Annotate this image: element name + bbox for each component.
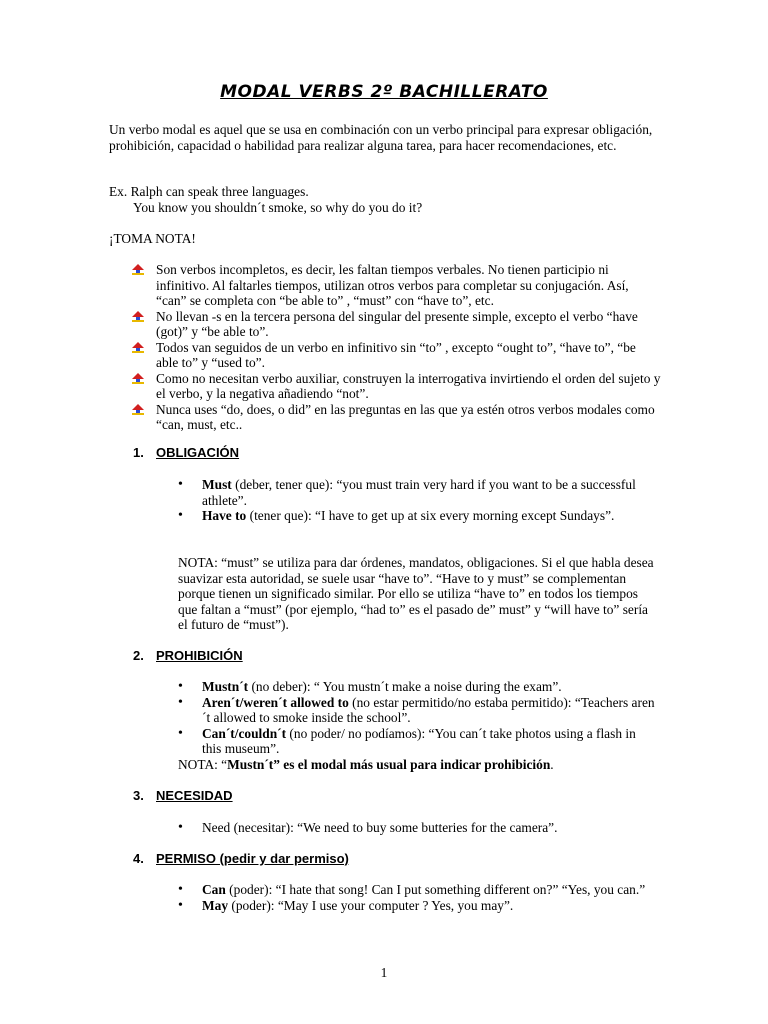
toma-nota-label: ¡TOMA NOTA! (109, 231, 196, 246)
list-item: • Must (deber, tener que): “you must train very hard if you want to be a successful athlete”. (178, 477, 658, 508)
example-line-2: You know you shouldn´t smoke, so why do you do it? (133, 200, 423, 215)
list-item: No llevan -s en la tercera persona del singular del presente simple, excepto el verbo “have (got)” y “be able to”. (131, 309, 661, 340)
list-item: Todos van seguidos de un verbo en infinitivo sin “to” , excepto “ought to”, “have to”, “be able to” y “used to”. (131, 340, 661, 371)
list-item: • Can´t/couldn´t (no poder/ no podíamos): “You can´t take photos using a flash in this museum”. (178, 726, 658, 757)
page-title: MODAL VERBS 2º BACHILLERATO (220, 82, 548, 102)
intro-paragraph: Un verbo modal es aquel que se usa en combinación con un verbo principal para expresar obligación, prohibición, capacidad o habilidad para realizar alguna tarea, para hacer recomendaciones, etc. (109, 122, 653, 153)
example-line-1: Ex. Ralph can speak three languages. (109, 184, 309, 199)
section-heading-obligacion: 1. OBLIGACIÓN (133, 445, 240, 460)
section-heading-permiso: 4. PERMISO (pedir y dar permiso) (133, 851, 349, 866)
prohibicion-list (178, 679, 658, 757)
list-item: Nunca uses “do, does, o did” en las preguntas en las que ya estén otros verbos modales como “can, must, etc.. (131, 402, 661, 433)
section-heading-necesidad: 3. NECESIDAD (133, 788, 233, 803)
arrow-bullet-icon (131, 372, 145, 385)
permiso-list (178, 882, 658, 913)
list-item: • Need (necesitar): “We need to buy some butteries for the camera”. (178, 820, 658, 836)
page-number: 1 (380, 965, 388, 980)
list-item: • Can (poder): “I hate that song! Can I put something different on?” “Yes, you can.” (178, 882, 658, 898)
list-item: • Aren´t/weren´t allowed to (no estar permitido/no estaba permitido): “Teachers aren´t allowed to smoke inside the school”. (178, 695, 658, 726)
notes-list (131, 262, 661, 433)
list-item: • May (poder): “May I use your computer ? Yes, you may”. (178, 898, 658, 914)
arrow-bullet-icon (131, 403, 145, 416)
list-item: • Have to (tener que): “I have to get up at six every morning except Sundays”. (178, 508, 658, 524)
necesidad-list (178, 820, 658, 836)
section-heading-prohibicion: 2. PROHIBICIÓN (133, 648, 243, 663)
list-item: • Mustn´t (no deber): “ You mustn´t make a noise during the exam”. (178, 679, 658, 695)
arrow-bullet-icon (131, 341, 145, 354)
obligacion-note: NOTA: “must” se utiliza para dar órdenes, mandatos, obligaciones. Si el que habla desea suavizar esta autoridad, se suele usar “have to”. “Have to y must” se complementan porque tienen un significado similar. Por ello se utiliza “have to” en todos los tiempos que faltan a “must” (por ejemplo, “had to” es el pasado de” must” y “will have to” sería el futuro de “must”). (178, 555, 654, 632)
arrow-bullet-icon (131, 310, 145, 323)
obligacion-list (178, 477, 658, 524)
prohibicion-note: NOTA: “Mustn´t” es el modal más usual para indicar prohibición. (178, 757, 554, 772)
list-item: Son verbos incompletos, es decir, les faltan tiempos verbales. No tienen participio ni infinitivo. Al faltarles tiempos, utilizan otros verbos para completar su conjugación. Así, “can” se completa con “be able to” , “must” con “have to”, etc. (131, 262, 661, 309)
list-item: Como no necesitan verbo auxiliar, construyen la interrogativa invirtiendo el orden del sujeto y el verbo, y la negativa añadiendo “not”. (131, 371, 661, 402)
arrow-bullet-icon (131, 263, 145, 276)
